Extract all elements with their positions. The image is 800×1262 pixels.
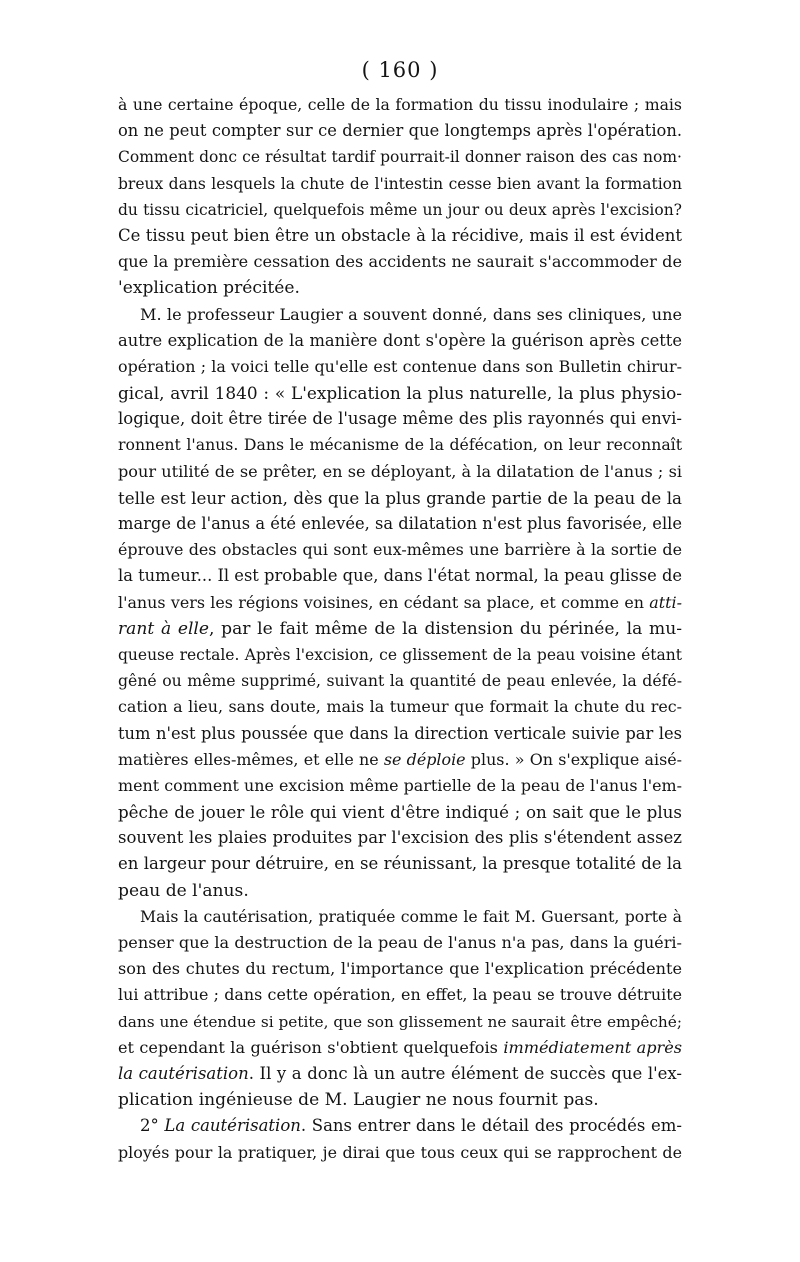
text-line: dans une étendue si petite, que son glissement ne saurait être empêché;	[118, 1012, 682, 1031]
text-line: 'explication précitée.	[118, 278, 300, 299]
text-line: ment comment une excision même partielle de la peau de l'anus l'em-	[118, 775, 682, 795]
italic-phrase: atti-	[649, 592, 682, 612]
text-segment: . Sans entrer dans le détail des procédés em-	[300, 1116, 682, 1136]
text-line: gical, avril 1840 : « L'explication la plus naturelle, la plus physio-	[118, 383, 682, 404]
text-line	[118, 1113, 682, 1139]
italic-phrase: se déploie	[383, 749, 466, 769]
text-line: lui attribue ; dans cette opération, en effet, la peau se trouve détruite	[118, 985, 682, 1005]
text-line: pêche de jouer le rôle qui vient d'être indiqué ; on sait que le plus	[118, 802, 682, 823]
text-line	[118, 747, 682, 773]
text-line: souvent les plaies produites par l'excision des plis s'étendent assez	[118, 828, 682, 848]
text-line: autre explication de la manière dont s'opère la guérison après cette	[118, 330, 682, 350]
italic-phrase: la cautérisation	[118, 1063, 249, 1083]
text-line: la tumeur... Il est probable que, dans l'état normal, la peau glisse de	[118, 566, 682, 586]
text-line: tum n'est plus poussée que dans la direction verticale suivie par les	[118, 723, 682, 743]
text-segment: matières elles-mêmes, et elle ne	[118, 749, 384, 769]
text-line: M. le professeur Laugier a souvent donné, dans ses cliniques, une	[140, 304, 682, 324]
text-segment: , par le fait même de la distension du périnée, la mu-	[209, 618, 682, 639]
body-text	[118, 92, 682, 1166]
page-number: ( 160 )	[361, 58, 439, 82]
text-line: cation a lieu, sans doute, mais la tumeur que formait la chute du rec-	[118, 697, 682, 717]
text-line	[118, 590, 682, 616]
text-line: queuse rectale. Après l'excision, ce glissement de la peau voisine étant	[118, 645, 682, 664]
text-line: marge de l'anus a été enlevée, sa dilatation n'est plus favorisée, elle	[118, 514, 682, 533]
text-line: éprouve des obstacles qui sont eux-mêmes une barrière à la sortie de	[118, 540, 682, 560]
text-segment: et cependant la guérison s'obtient quelquefois	[118, 1037, 504, 1057]
text-line: que la première cessation des accidents ne saurait s'accommoder de	[118, 252, 682, 272]
text-line	[118, 1061, 682, 1087]
text-line: en largeur pour détruire, en se réunissant, la presque totalité de la	[118, 854, 682, 874]
text-line: breux dans lesquels la chute de l'intestin cesse bien avant la formation	[118, 174, 682, 193]
text-line: plication ingénieuse de M. Laugier ne nous fournit pas.	[118, 1090, 599, 1111]
text-line: gêné ou même supprimé, suivant la quantité de peau enlevée, la défé-	[118, 671, 682, 691]
text-line: peau de l'anus.	[118, 880, 249, 901]
text-segment: l'anus vers les régions voisines, en cédant sa place, et comme en	[118, 592, 650, 612]
text-line: Mais la cautérisation, pratiquée comme le fait M. Guersant, porte à	[140, 906, 682, 926]
text-line: opération ; la voici telle qu'elle est contenue dans son Bulletin chirur-	[118, 356, 682, 376]
text-line: à une certaine époque, celle de la formation du tissu inodulaire ; mais	[118, 95, 682, 114]
text-line: logique, doit être tirée de l'usage même des plis rayonnés qui envi-	[118, 409, 682, 429]
text-line	[118, 616, 682, 642]
italic-phrase: rant à elle	[118, 618, 210, 639]
text-line: penser que la destruction de la peau de l'anus n'a pas, dans la guéri-	[118, 933, 682, 952]
text-line: telle est leur action, dès que la plus grande partie de la peau de la	[118, 487, 682, 508]
text-segment: plus. » On s'explique aisé-	[465, 749, 682, 769]
italic-phrase: immédiatement après	[503, 1037, 682, 1057]
text-line: ployés pour la pratiquer, je dirai que tous ceux qui se rapprochent de	[118, 1142, 682, 1162]
text-line: ronnent l'anus. Dans le mécanisme de la défécation, on leur reconnaît	[118, 435, 682, 455]
text-segment: . Il y a donc là un autre élément de succès que l'ex-	[248, 1063, 682, 1083]
text-line: Comment donc ce résultat tardif pourrait-il donner raison des cas nom·	[118, 148, 682, 167]
text-line	[118, 1035, 682, 1061]
text-line: Ce tissu peut bien être un obstacle à la récidive, mais il est évident	[118, 225, 682, 245]
italic-phrase: La cautérisation	[164, 1116, 301, 1136]
text-line: son des chutes du rectum, l'importance que l'explication précédente	[118, 959, 682, 979]
text-line: du tissu cicatriciel, quelquefois même un jour ou deux après l'excision?	[118, 200, 682, 219]
text-line: on ne peut compter sur ce dernier que longtemps après l'opération.	[118, 121, 682, 141]
text-segment: 2°	[140, 1116, 165, 1136]
text-line: pour utilité de se prêter, en se déployant, à la dilatation de l'anus ; si	[118, 461, 682, 481]
